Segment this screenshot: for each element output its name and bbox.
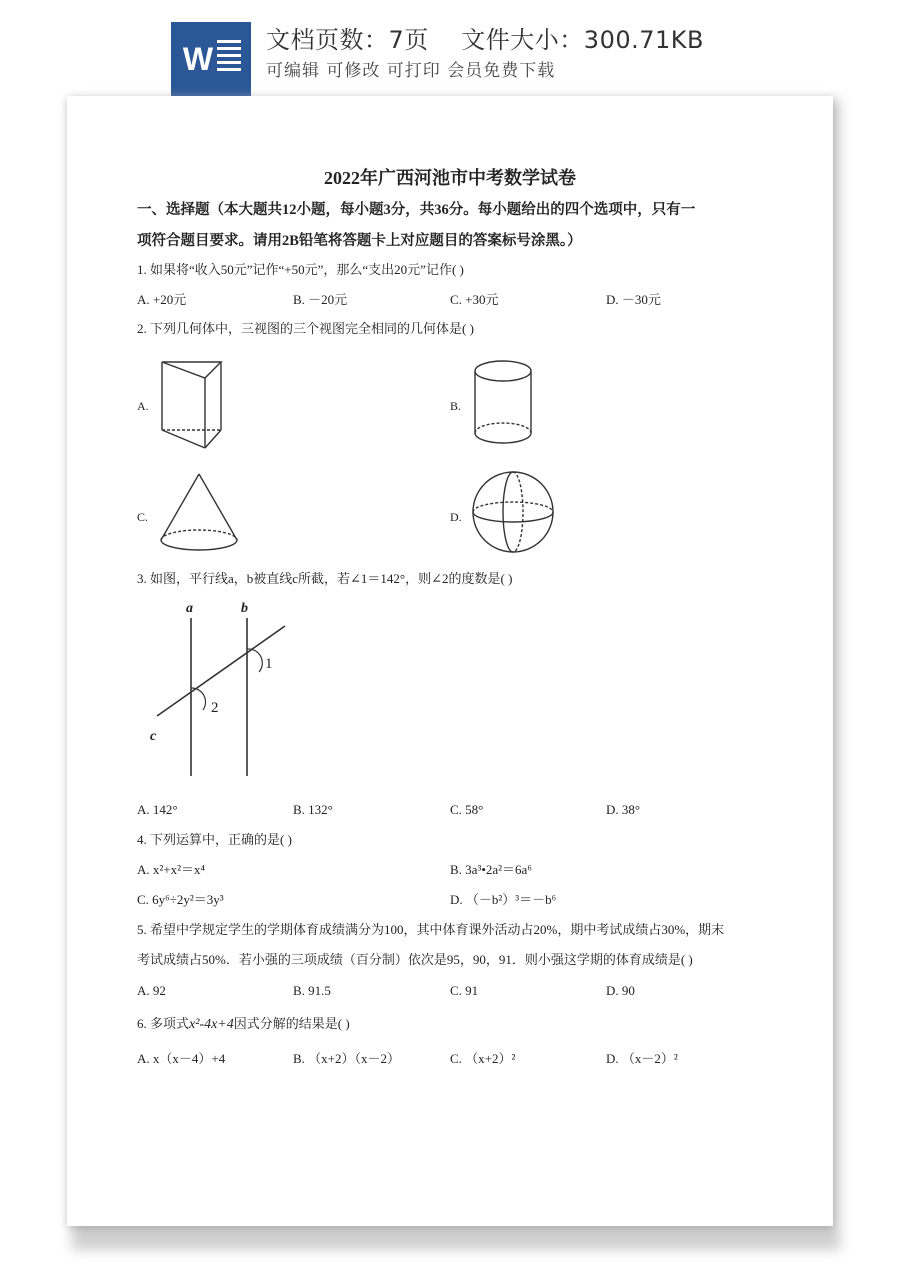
feature-list: 可编辑 可修改 可打印 会员免费下载 xyxy=(266,61,556,81)
word-icon: W xyxy=(171,22,251,96)
q1-option-d: D. －30元 xyxy=(606,292,661,307)
triangular-prism-figure xyxy=(157,358,227,453)
q2-option-d: D. xyxy=(450,510,462,524)
q6-option-c: C. （x+2）² xyxy=(450,1051,516,1066)
q5-option-a: A. 92 xyxy=(137,983,166,998)
exam-title: 2022年广西河池市中考数学试卷 xyxy=(324,168,576,188)
q2-option-c: C. xyxy=(137,510,149,524)
q4-stem: 4. 下列运算中，正确的是( ) xyxy=(137,832,292,847)
page-count: 文档页数：7页 xyxy=(266,26,429,54)
q2-option-a: A. xyxy=(137,399,149,413)
q1-option-b: B. －20元 xyxy=(293,292,348,307)
q1-option-a: A. +20元 xyxy=(137,292,187,307)
q3-option-a: A. 142° xyxy=(137,802,178,817)
q3-option-d: D. 38° xyxy=(606,802,641,817)
line-label-a: a xyxy=(186,601,193,616)
parallel-lines-figure xyxy=(145,598,295,783)
angle-label-1: 1 xyxy=(265,656,273,672)
q6-stem: 6. 多项式x²-4x+4因式分解的结果是( ) xyxy=(137,1016,350,1032)
q2-option-b: B. xyxy=(450,399,462,413)
q1-stem: 1. 如果将“收入50元”记作“+50元”，那么“支出20元”记作( ) xyxy=(137,262,464,277)
q5-option-c: C. 91 xyxy=(450,983,479,998)
q1-option-c: C. +30元 xyxy=(450,292,499,307)
q6-option-b: B. （x+2）（x－2） xyxy=(293,1051,401,1066)
file-info xyxy=(266,20,704,55)
cone-figure xyxy=(157,470,241,556)
line-label-c: c xyxy=(150,729,157,744)
angle-label-2: 2 xyxy=(211,700,219,716)
section1-instructions-line1: 一、选择题（本大题共12小题，每小题3分，共36分。每小题给出的四个选项中，只有一 xyxy=(137,202,696,218)
q6-option-a: A. x（x－4）+4 xyxy=(137,1051,226,1066)
q3-option-b: B. 132° xyxy=(293,802,333,817)
q4-option-d: D. （－b²）³＝－b⁶ xyxy=(450,892,557,907)
section1-instructions-line2: 项符合题目要求。请用2B铅笔将答题卡上对应题目的答案标号涂黑。） xyxy=(137,233,582,249)
file-size: 文件大小：300.71KB xyxy=(461,26,704,54)
q4-option-a: A. x²+x²＝x⁴ xyxy=(137,862,206,877)
q4-option-c: C. 6y⁶÷2y²＝3y³ xyxy=(137,892,224,907)
q6-option-d: D. （x－2）² xyxy=(606,1051,678,1066)
q5-option-d: D. 90 xyxy=(606,983,635,998)
q5-stem-line1: 5. 希望中学规定学生的学期体育成绩满分为100，其中体育课外活动占20%，期中考试成绩占30%，期末 xyxy=(137,922,725,937)
q3-stem: 3. 如图，平行线a，b被直线c所截，若∠1＝142°，则∠2的度数是( ) xyxy=(137,571,513,586)
download-banner xyxy=(0,0,900,96)
q2-stem: 2. 下列几何体中，三视图的三个视图完全相同的几何体是( ) xyxy=(137,321,474,336)
q5-stem-line2: 考试成绩占50%．若小强的三项成绩（百分制）依次是95，90，91．则小强这学期的体育成绩是( ) xyxy=(137,952,693,967)
q3-option-c: C. 58° xyxy=(450,802,484,817)
q5-option-b: B. 91.5 xyxy=(293,983,331,998)
sphere-figure xyxy=(469,468,559,558)
cylinder-figure xyxy=(471,358,535,448)
document-page xyxy=(67,96,833,1226)
line-label-b: b xyxy=(241,601,248,616)
q4-option-b: B. 3a³•2a²＝6a⁶ xyxy=(450,862,532,877)
